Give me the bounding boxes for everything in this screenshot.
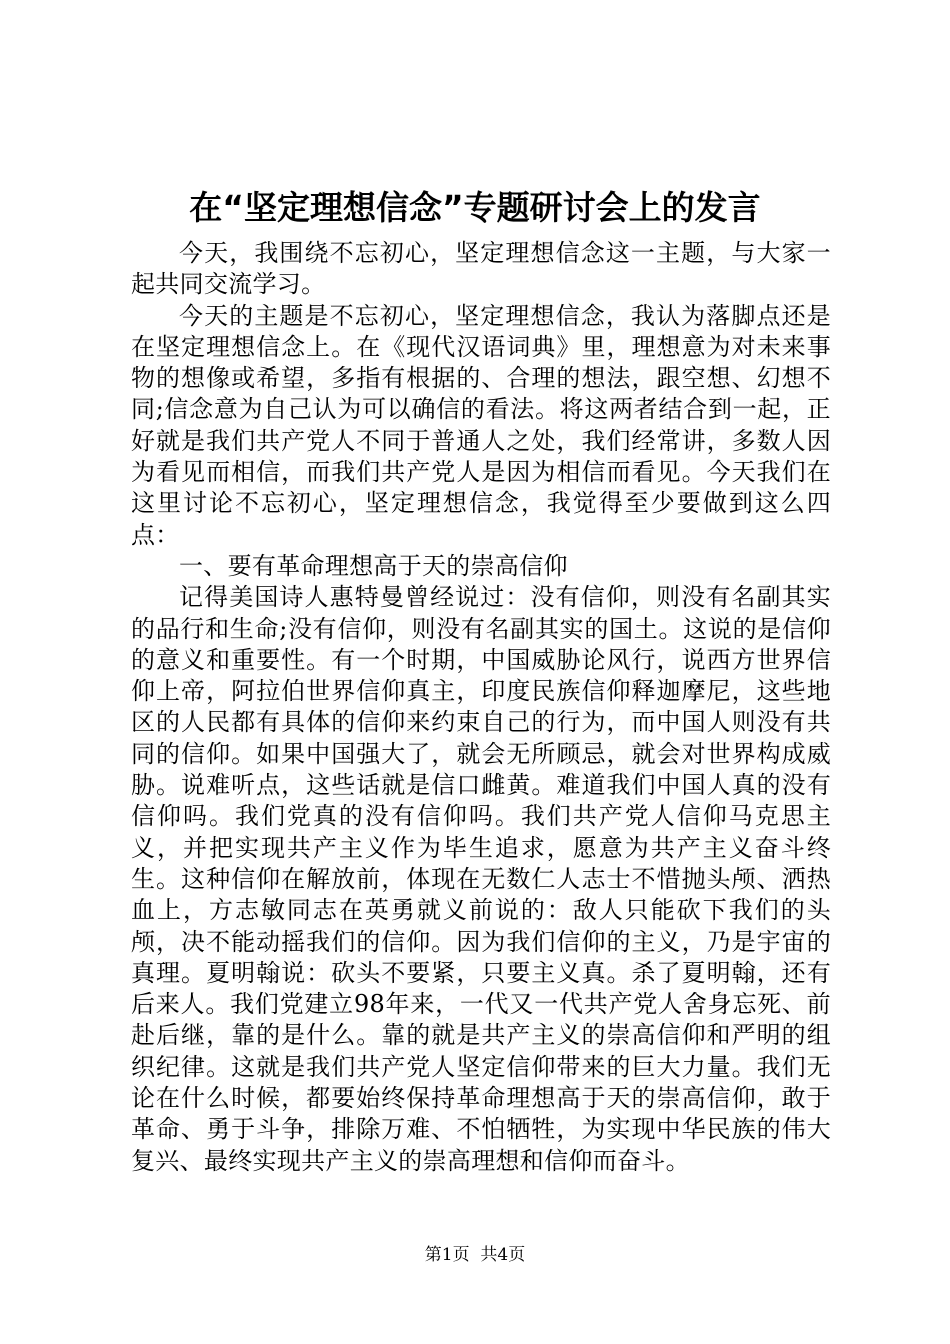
footer-spacer xyxy=(470,1245,481,1265)
page-total: 共4页 xyxy=(480,1245,526,1265)
paragraph-faith: 记得美国诗人惠特曼曾经说过：没有信仰，则没有名副其实的品行和生命;没有信仰，则没有名副其实的国土。这说的是信仰的意义和重要性。有一个时期，中国威胁论风行，说西方世界信仰上帝，阿拉伯世界信仰真主，印度民族信仰释迦摩尼，这些地区的人民都有具体的信仰来约束自己的行为，而中国人则没有共同的信仰。如果中国强大了，就会无所顾忌，就会对世界构成威胁。说难听点，这些话就是信口雌黄。难道我们中国人真的没有信仰吗。我们党真的没有信仰吗。我们共产党人信仰马克思主义，并把实现共产主义作为毕生追求，愿意为共产主义奋斗终生。这种信仰在解放前，体现在无数仁人志士不惜抛头颅、洒热血上，方志敏同志在英勇就义前说的：敌人只能砍下我们的头颅，决不能动摇我们的信仰。因为我们信仰的主义，乃是宇宙的真理。夏明翰说：砍头不要紧，只要主义真。杀了夏明翰，还有后来人。我们党建立98年来，一代又一代共产党人舍身忘死、前赴后继，靠的是什么。靠的就是共产主义的崇高信仰和严明的组织纪律。这就是我们共产党人坚定信仰带来的巨大力量。我们无论在什么时候，都要始终保持革命理想高于天的崇高信仰，敢于革命、勇于斗争，排除万难、不怕牺牲，为实现中华民族的伟大复兴、最终实现共产主义的崇高理想和信仰而奋斗。 xyxy=(131,583,831,1175)
paragraph-theme: 今天的主题是不忘初心，坚定理想信念，我认为落脚点还是在坚定理想信念上。在《现代汉语词典》里，理想意为对未来事物的想像或希望，多指有根据的、合理的想法，跟空想、幻想不同;信念意为自己认为可以确信的看法。将这两者结合到一起，正好就是我们共产党人不同于普通人之处，我们经常讲，多数人因为看见而相信，而我们共产党人是因为相信而看见。今天我们在这里讨论不忘初心，坚定理想信念，我觉得至少要做到这么四点： xyxy=(131,301,831,549)
paragraph-intro: 今天，我围绕不忘初心，坚定理想信念这一主题，与大家一起共同交流学习。 xyxy=(131,239,831,299)
document-title: 在“坚定理想信念”专题研讨会上的发言 xyxy=(189,188,761,227)
document-body xyxy=(131,238,831,1177)
page-number: 第1页 xyxy=(424,1245,470,1265)
page-footer xyxy=(0,1244,950,1266)
section-heading: 一、要有革命理想高于天的崇高信仰 xyxy=(179,551,568,580)
